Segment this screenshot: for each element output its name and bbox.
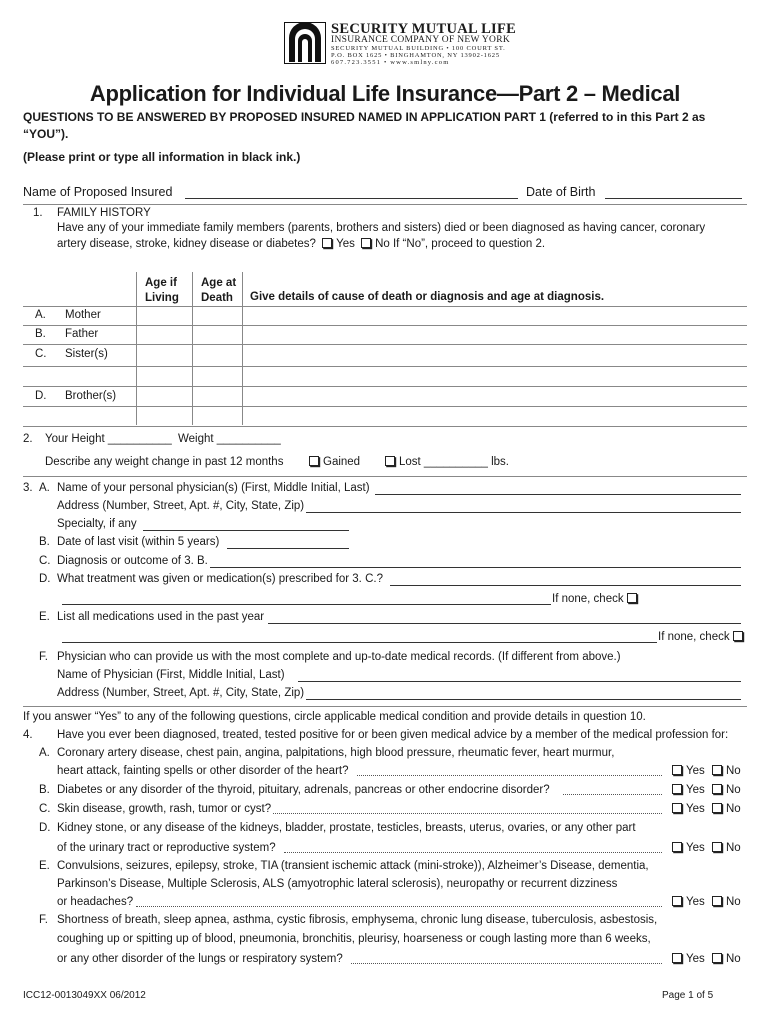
q4e-line-3: or headaches? <box>57 896 134 908</box>
q4e-line-2: Parkinson’s Disease, Multiple Sclerosis, ALS (amyotrophic lateral sclerosis), neuropathy or recurrent dizziness <box>57 878 618 890</box>
q4f-no-label: No <box>725 953 741 965</box>
q4e-yes-checkbox[interactable] <box>672 896 682 906</box>
q4e-line-1: Convulsions, seizures, epilepsy, stroke, TIA (transient ischemic attack (mini-stroke)), Alzheimer’s Disease, dementia, <box>57 860 649 872</box>
page-title: Application for Individual Life Insurance—Part 2 – Medical <box>89 81 681 106</box>
q4c-letter: C. <box>39 803 51 815</box>
q3d-none <box>552 593 641 605</box>
q3c-letter: C. <box>39 555 51 567</box>
q4a-no-checkbox[interactable] <box>712 765 722 775</box>
q4b-no-checkbox[interactable] <box>712 784 722 794</box>
arches-logo-icon <box>284 22 326 64</box>
q4b-yes-checkbox[interactable] <box>672 784 682 794</box>
instructions-line-1: QUESTIONS TO BE ANSWERED BY PROPOSED INSURED NAMED IN APPLICATION PART 1 (referred to in this Part 2 as <box>23 110 706 124</box>
q4d-leader <box>284 852 662 853</box>
row-mother: Mother <box>65 309 101 321</box>
q4c-leader <box>273 813 662 814</box>
gained-checkbox[interactable] <box>309 456 319 466</box>
yes-note: If you answer “Yes” to any of the following questions, circle applicable medical condition and provide details in question 10. <box>23 711 646 723</box>
q3a-letter: A. <box>39 482 50 494</box>
q4a-leader <box>357 775 662 776</box>
q3a-address: Address (Number, Street, Apt. #, City, State, Zip) <box>57 500 305 512</box>
q4f-yes-label: Yes <box>686 953 705 965</box>
q3e-none-checkbox[interactable] <box>733 631 743 641</box>
q4d-yes-no <box>668 842 741 854</box>
q2-weight[interactable]: Weight __________ <box>178 433 281 445</box>
q3d-field-2[interactable] <box>62 604 551 605</box>
q3c-field[interactable] <box>210 567 741 568</box>
q4e-leader <box>136 906 662 907</box>
company-address-1: SECURITY MUTUAL BUILDING • 100 COURT ST. <box>331 45 506 52</box>
form-id: ICC12-0013049XX 06/2012 <box>23 990 146 1001</box>
q4b-letter: B. <box>39 784 50 796</box>
q3e-field[interactable] <box>268 623 741 624</box>
q4b-leader <box>563 794 662 795</box>
q3a-specialty-field[interactable] <box>143 530 349 531</box>
q4c-yes-no <box>668 803 741 815</box>
q3e-field-2[interactable] <box>62 642 657 643</box>
q1-text-2 <box>57 238 545 250</box>
q2-lost <box>382 456 509 468</box>
q3a-label: Name of your personal physician(s) (First, Middle Initial, Last) <box>57 482 370 494</box>
q3d-none-checkbox[interactable] <box>627 593 637 603</box>
q4c-no-label: No <box>725 803 741 815</box>
q3f-address: Address (Number, Street, Apt. #, City, State, Zip) <box>57 687 305 699</box>
q4f-line-2: coughing up or spitting up of blood, pneumonia, bronchitis, pleurisy, hoarseness or cough lasting more than 6 weeks, <box>57 933 651 945</box>
q4e-yes-label: Yes <box>686 896 705 908</box>
col-age-death <box>201 276 236 306</box>
q3e-letter: E. <box>39 611 50 623</box>
q4-number: 4. <box>23 729 33 741</box>
q3f-letter: F. <box>39 651 48 663</box>
q4b-line-1: Diabetes or any disorder of the thyroid, pituitary, adrenals, pancreas or other endocrine disorder? <box>57 784 550 796</box>
page-number: Page 1 of 5 <box>662 990 714 1001</box>
col-details: Give details of cause of death or diagnosis and age at diagnosis. <box>250 291 605 303</box>
q4e-letter: E. <box>39 860 50 872</box>
q4f-leader <box>351 963 662 964</box>
q4e-yes-no <box>668 896 741 908</box>
instructions-line-2: “YOU”). <box>23 127 69 141</box>
q4d-no-label: No <box>725 842 741 854</box>
q3a-address-field[interactable] <box>306 512 741 513</box>
q3e-none-label: If none, check <box>658 631 730 643</box>
lost-label: Lost __________ lbs. <box>399 456 509 468</box>
q3e-none <box>658 631 747 643</box>
q4f-letter: F. <box>39 914 48 926</box>
q4d-yes-checkbox[interactable] <box>672 842 682 852</box>
q1-yes-label: Yes <box>336 238 355 250</box>
divider <box>23 204 747 205</box>
col-age-living <box>145 276 179 306</box>
q3d-field[interactable] <box>390 585 741 586</box>
q4b-no-label: No <box>725 784 741 796</box>
row-letter-d: D. <box>35 390 47 402</box>
q1-no-checkbox[interactable] <box>361 238 371 248</box>
col-age-death-1: Age at <box>201 277 237 289</box>
dob-field[interactable] <box>605 198 742 199</box>
col-age-living-2: Living <box>145 292 179 304</box>
name-field[interactable] <box>185 198 518 199</box>
q4d-line-1: Kidney stone, or any disease of the kidneys, bladder, prostate, testicles, breasts, uterus, ovaries, or any other part <box>57 822 636 834</box>
q4a-line-2: heart attack, fainting spells or other disorder of the heart? <box>57 765 349 777</box>
q4f-line-3: or any other disorder of the lungs or respiratory system? <box>57 953 343 965</box>
dob-label: Date of Birth <box>526 185 596 199</box>
col-age-living-1: Age if <box>145 277 177 289</box>
q4b-yes-no <box>668 784 741 796</box>
q3f-name: Name of Physician (First, Middle Initial, Last) <box>57 669 285 681</box>
q1-text-1: Have any of your immediate family members (parents, brothers and sisters) died or been diagnosed as having cancer, coronary <box>57 222 706 234</box>
q1-after: If “No”, proceed to question 2. <box>392 238 546 250</box>
q1-heading: FAMILY HISTORY <box>57 207 151 219</box>
name-label: Name of Proposed Insured <box>23 185 173 199</box>
q4d-no-checkbox[interactable] <box>712 842 722 852</box>
q3d-none-label: If none, check <box>552 593 624 605</box>
instructions-line-3: (Please print or type all information in black ink.) <box>23 150 301 164</box>
q4f-no-checkbox[interactable] <box>712 953 722 963</box>
q1-no-label: No <box>375 238 390 250</box>
q4c-yes-label: Yes <box>686 803 705 815</box>
q4-intro: Have you ever been diagnosed, treated, tested positive for or been given medical advice by a member of the medical profession for: <box>57 729 729 741</box>
row-brothers: Brother(s) <box>65 390 117 402</box>
q2-height[interactable]: Your Height __________ <box>45 433 172 445</box>
q4e-no-checkbox[interactable] <box>712 896 722 906</box>
row-letter-c: C. <box>35 348 47 360</box>
q4d-line-2: of the urinary tract or reproductive system? <box>57 842 276 854</box>
divider <box>23 476 747 477</box>
company-logo <box>284 22 326 64</box>
q1-question: artery disease, stroke, kidney disease or diabetes? <box>57 238 316 250</box>
company-name: SECURITY MUTUAL LIFE <box>331 21 517 37</box>
row-sisters: Sister(s) <box>65 348 108 360</box>
q4a-no-label: No <box>725 765 741 777</box>
row-letter-b: B. <box>35 328 46 340</box>
q4f-line-1: Shortness of breath, sleep apnea, asthma, cystic fibrosis, emphysema, chronic lung disease, tuberculosis, asbestosis, <box>57 914 658 926</box>
q4a-line-1: Coronary artery disease, chest pain, angina, palpitations, high blood pressure, rheumatic fever, heart murmur, <box>57 747 615 759</box>
q3b-label: Date of last visit (within 5 years) <box>57 536 220 548</box>
q4a-yes-checkbox[interactable] <box>672 765 682 775</box>
q4c-yes-checkbox[interactable] <box>672 803 682 813</box>
q4d-letter: D. <box>39 822 51 834</box>
q3e-label: List all medications used in the past year <box>57 611 265 623</box>
q3a-physician-field[interactable] <box>375 494 741 495</box>
q2-weight-change: Describe any weight change in past 12 months <box>45 456 284 468</box>
q4f-yes-no <box>668 953 741 965</box>
q1-number: 1. <box>33 207 43 219</box>
q3f-address-field[interactable] <box>306 699 741 700</box>
q3d-label: What treatment was given or medication(s) prescribed for 3. C.? <box>57 573 383 585</box>
q3b-letter: B. <box>39 536 50 548</box>
q2-gained <box>306 456 360 468</box>
q4e-no-label: No <box>725 896 741 908</box>
q4c-line-1: Skin disease, growth, rash, tumor or cyst? <box>57 803 272 815</box>
q4d-yes-label: Yes <box>686 842 705 854</box>
row-father: Father <box>65 328 99 340</box>
q1-yes-checkbox[interactable] <box>322 238 332 248</box>
company-subtitle: INSURANCE COMPANY OF NEW YORK <box>331 35 511 45</box>
q3c-label: Diagnosis or outcome of 3. B. <box>57 555 208 567</box>
q4c-no-checkbox[interactable] <box>712 803 722 813</box>
gained-label: Gained <box>323 456 361 468</box>
q3f-label: Physician who can provide us with the most complete and up-to-date medical records. (If different from above.) <box>57 651 621 663</box>
q4a-letter: A. <box>39 747 50 759</box>
company-address-2: P.O. BOX 1625 • BINGHAMTON, NY 13902-1625 <box>331 52 500 59</box>
q3-number: 3. <box>23 482 33 494</box>
q3b-field[interactable] <box>227 548 349 549</box>
col-age-death-2: Death <box>201 292 233 304</box>
row-letter-a: A. <box>35 309 46 321</box>
q4b-yes-label: Yes <box>686 784 705 796</box>
lost-checkbox[interactable] <box>385 456 395 466</box>
company-contact: 607.723.3551 • www.smlny.com <box>331 59 450 66</box>
q4f-yes-checkbox[interactable] <box>672 953 682 963</box>
divider <box>23 706 747 707</box>
q3d-letter: D. <box>39 573 51 585</box>
q4a-yes-no <box>668 765 741 777</box>
q3f-name-field[interactable] <box>298 681 741 682</box>
q2-number: 2. <box>23 433 33 445</box>
q3a-specialty: Specialty, if any <box>57 518 137 530</box>
q4a-yes-label: Yes <box>686 765 705 777</box>
